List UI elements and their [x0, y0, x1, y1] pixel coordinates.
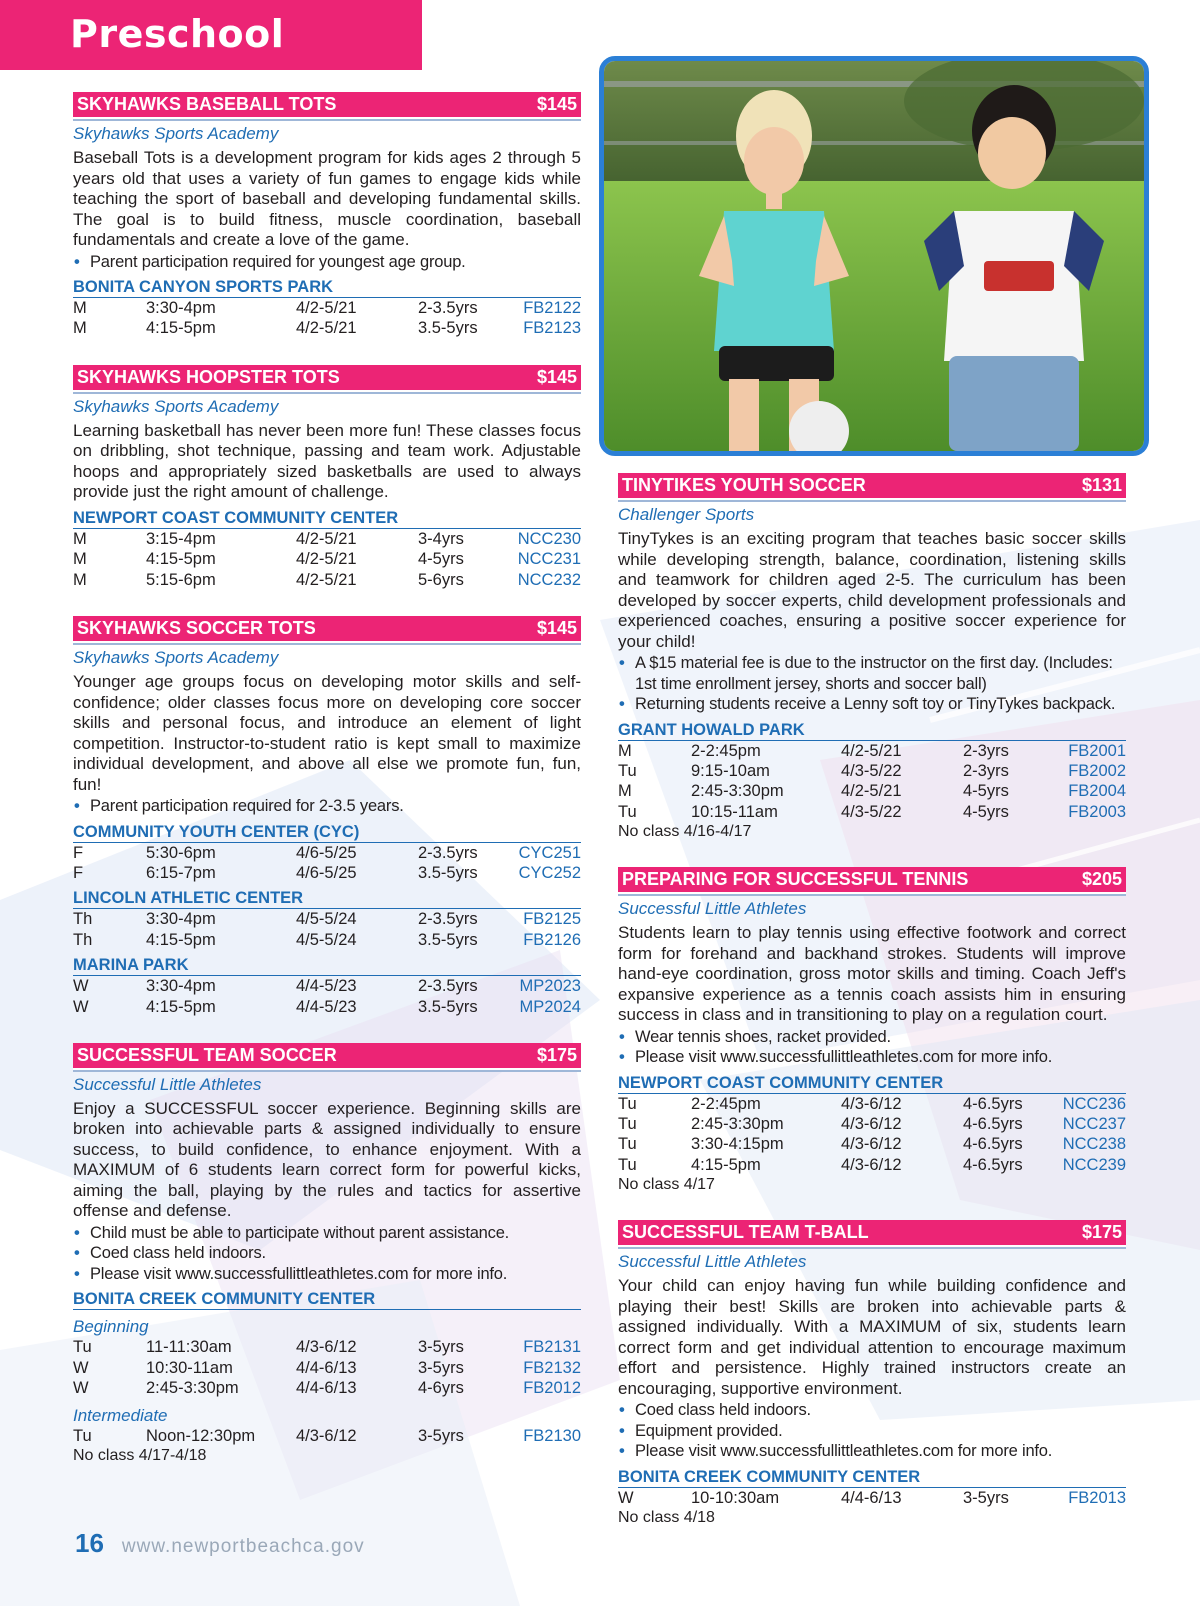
left-column: [73, 92, 581, 1491]
no-class-note: No class 4/16-4/17: [618, 823, 752, 841]
schedule-row: [73, 1358, 581, 1378]
schedule-row: [73, 843, 581, 863]
class-ages: 2-3yrs: [963, 741, 1009, 760]
program-note: [618, 694, 1126, 715]
program-provider: Challenger Sports: [618, 505, 755, 524]
class-time: 3:15-4pm: [146, 529, 216, 548]
class-code-link[interactable]: FB2130: [523, 1426, 581, 1445]
page-footer: [75, 1528, 365, 1559]
class-code-link[interactable]: NCC232: [517, 570, 581, 589]
class-day: Th: [73, 910, 93, 929]
class-day: F: [73, 843, 84, 862]
class-ages: 4-5yrs: [963, 782, 1009, 801]
schedule-row: [73, 863, 581, 883]
program-note: [73, 1264, 581, 1285]
class-day: Tu: [73, 1426, 92, 1445]
program-note: [618, 1400, 1126, 1421]
class-dates: 4/5-5/24: [296, 930, 357, 949]
class-ages: 2-3.5yrs: [418, 843, 478, 862]
class-code-link[interactable]: FB2012: [523, 1379, 581, 1398]
schedule-table: [73, 529, 581, 590]
class-time: 5:30-6pm: [146, 843, 216, 862]
location-name: LINCOLN ATHLETIC CENTER: [73, 889, 581, 909]
schedule-table: [618, 1488, 1126, 1508]
program-description: Baseball Tots is a development program for kids ages 2 through 5 years old that uses a variety of fun games to engage kids while teaching the sport of baseball and developing fundamental skills. The goal is to build fitness, muscle coordination, baseball fundamentals and create a love of the game.: [73, 148, 581, 249]
class-code-link[interactable]: NCC237: [1062, 1115, 1126, 1134]
class-day: Tu: [73, 1338, 92, 1357]
schedule-row: [73, 1426, 581, 1446]
class-ages: 4-6.5yrs: [963, 1094, 1023, 1113]
section-title: Preschool: [70, 12, 285, 56]
class-code-link[interactable]: NCC231: [517, 550, 581, 569]
page-number: 16: [75, 1528, 104, 1558]
class-day: F: [73, 863, 84, 882]
program-note: [73, 1223, 581, 1244]
class-day: M: [73, 570, 87, 589]
class-code-link[interactable]: FB2132: [523, 1358, 581, 1377]
section-tab: [0, 0, 422, 70]
bullet-icon: •: [619, 1421, 625, 1440]
no-class-note: No class 4/17: [618, 1176, 715, 1194]
program-title: PREPARING FOR SUCCESSFUL TENNIS: [622, 869, 969, 890]
class-code-link[interactable]: FB2004: [1068, 782, 1126, 801]
class-day: W: [73, 1379, 89, 1398]
class-time: 10:30-11am: [146, 1358, 233, 1377]
location-name: BONITA CANYON SPORTS PARK: [73, 278, 581, 298]
location-name: COMMUNITY YOUTH CENTER (CYC): [73, 823, 581, 843]
class-ages: 5-6yrs: [418, 570, 464, 589]
program-note: [618, 1047, 1126, 1068]
program-price: $145: [536, 94, 577, 114]
schedule-row: [618, 741, 1126, 761]
program-note-text: Parent participation required for 2-3.5 years.: [90, 797, 404, 816]
schedule-row: [73, 909, 581, 929]
class-code-link[interactable]: FB2003: [1068, 802, 1126, 821]
schedule-row: [618, 781, 1126, 801]
class-dates: 4/4-5/23: [296, 997, 357, 1016]
program-title: SKYHAWKS BASEBALL TOTS: [77, 94, 337, 114]
class-time: 3:30-4pm: [146, 910, 216, 929]
class-dates: 4/4-6/13: [296, 1379, 357, 1398]
program-header: [73, 1043, 581, 1070]
class-code-link[interactable]: CYC251: [518, 843, 581, 862]
class-dates: 4/2-5/21: [296, 529, 357, 548]
program-header: [73, 92, 581, 119]
class-day: M: [73, 299, 87, 317]
program-header: [73, 365, 581, 392]
class-level: Intermediate: [73, 1405, 168, 1425]
bullet-icon: •: [74, 1244, 80, 1263]
class-ages: 4-6yrs: [418, 1379, 464, 1398]
class-code-link[interactable]: FB2125: [523, 910, 581, 929]
schedule-table: [73, 1337, 581, 1398]
program-listing: [73, 92, 581, 339]
program-note-text: Coed class held indoors.: [635, 1401, 811, 1420]
schedule-row: [73, 570, 581, 590]
class-ages: 2-3yrs: [963, 761, 1009, 780]
class-code-link[interactable]: CYC252: [518, 863, 581, 882]
location-name: GRANT HOWALD PARK: [618, 721, 1126, 741]
class-dates: 4/2-5/21: [296, 319, 357, 338]
class-code-link[interactable]: FB2013: [1068, 1488, 1126, 1507]
schedule-row: [73, 549, 581, 569]
location-name: BONITA CREEK COMMUNITY CENTER: [618, 1468, 1126, 1488]
class-time: 4:15-5pm: [691, 1155, 761, 1174]
class-ages: 4-6.5yrs: [963, 1115, 1023, 1134]
class-ages: 2-3.5yrs: [418, 977, 478, 996]
program-description: Students learn to play tennis using effective footwork and correct form for forehand and backhand strokes. Students will improve hand-eye coordination, gross motor skills and timing. Coach Jeff's expansive experience as a tennis coach assists him in ensuring success in class and in transitioning to play on a regulation court.: [618, 923, 1126, 1025]
program-note: [73, 252, 581, 273]
class-ages: 4-6.5yrs: [963, 1155, 1023, 1174]
class-ages: 4-5yrs: [418, 550, 464, 569]
class-day: M: [73, 529, 87, 548]
class-day: M: [73, 550, 87, 569]
program-description: Enjoy a SUCCESSFUL soccer experience. Beginning skills are broken into achievable parts & assigned individually to ensure success, to build confidence, to enhance enjoyment. With a MAXIMUM of 6 students learn correct form for powerful kicks, aiming the ball, playing by the rules and tactics for assertive offense and defense.: [73, 1098, 581, 1221]
schedule-row: [618, 1488, 1126, 1508]
program-note: [618, 653, 1126, 694]
program-provider: Successful Little Athletes: [73, 1074, 262, 1094]
class-dates: 4/3-5/22: [841, 761, 902, 780]
class-time: 3:30-4:15pm: [691, 1135, 784, 1154]
schedule-table: [73, 909, 581, 950]
class-time: Noon-12:30pm: [146, 1426, 256, 1445]
class-time: 4:15-5pm: [146, 550, 216, 569]
class-code-link[interactable]: FB2131: [523, 1338, 581, 1357]
class-ages: 2-3.5yrs: [418, 299, 478, 317]
class-code-link[interactable]: FB2126: [523, 930, 581, 949]
class-dates: 4/2-5/21: [296, 550, 357, 569]
class-dates: 4/3-6/12: [841, 1135, 902, 1154]
class-time: 2:45-3:30pm: [691, 1115, 784, 1134]
schedule-row: [73, 529, 581, 549]
class-dates: 4/6-5/25: [296, 843, 357, 862]
program-note-text: Equipment provided.: [635, 1421, 783, 1440]
program-note: [618, 1421, 1126, 1442]
schedule-row: [73, 976, 581, 996]
schedule-table: [618, 741, 1126, 823]
schedule-row: [618, 802, 1126, 822]
class-code-link[interactable]: FB2122: [523, 299, 581, 317]
schedule-row: [73, 1337, 581, 1357]
photo-illustration: [604, 61, 1144, 451]
class-time: 5:15-6pm: [146, 570, 216, 589]
class-code-link[interactable]: NCC230: [517, 529, 581, 548]
program-notes: [73, 1223, 581, 1285]
schedule-row: [73, 318, 581, 338]
schedule-row: [618, 1155, 1126, 1175]
class-day: W: [73, 997, 89, 1016]
program-provider: Successful Little Athletes: [618, 1252, 807, 1272]
no-class-note: No class 4/17-4/18: [73, 1447, 207, 1465]
program-listing: [73, 1043, 581, 1465]
program-listing: [73, 365, 581, 590]
class-code-link[interactable]: MP2024: [519, 997, 581, 1016]
program-title: SKYHAWKS SOCCER TOTS: [77, 618, 316, 639]
schedule-row: [73, 298, 581, 318]
schedule-table: [73, 843, 581, 884]
class-day: Tu: [618, 1115, 637, 1134]
program-title: SKYHAWKS HOOPSTER TOTS: [77, 366, 340, 387]
class-day: Tu: [618, 1155, 637, 1174]
bullet-icon: •: [619, 1027, 625, 1046]
class-day: M: [618, 782, 632, 801]
bullet-icon: •: [74, 797, 80, 816]
schedule-row: [73, 1378, 581, 1398]
program-notes: [618, 1400, 1126, 1462]
class-ages: 3-5yrs: [418, 1426, 464, 1445]
class-code-link[interactable]: FB2001: [1068, 741, 1126, 760]
schedule-row: [618, 1094, 1126, 1114]
class-time: 3:30-4pm: [146, 977, 216, 996]
class-ages: 3.5-5yrs: [418, 997, 478, 1016]
program-note-text: Parent participation required for youngest age group.: [90, 252, 466, 271]
class-time: 2-2:45pm: [691, 1094, 761, 1113]
class-time: 2-2:45pm: [691, 741, 761, 760]
schedule-row: [618, 1114, 1126, 1134]
program-note-text: Please visit www.successfullittleathletes.com for more info.: [635, 1048, 1053, 1067]
program-price: $131: [1081, 475, 1122, 495]
class-ages: 3.5-5yrs: [418, 319, 478, 338]
class-day: Tu: [618, 1094, 637, 1113]
class-time: 10:15-11am: [691, 802, 778, 821]
schedule-table: [73, 298, 581, 339]
class-dates: 4/2-5/21: [296, 570, 357, 589]
program-provider: Skyhawks Sports Academy: [73, 396, 279, 416]
bullet-icon: •: [74, 1264, 80, 1283]
class-day: Tu: [618, 802, 637, 821]
class-level: Beginning: [73, 1317, 149, 1337]
bullet-icon: •: [619, 1442, 625, 1461]
class-code-link[interactable]: MP2023: [519, 977, 581, 996]
class-day: Tu: [618, 761, 637, 780]
class-time: 11-11:30am: [146, 1338, 232, 1357]
class-time: 2:45-3:30pm: [691, 782, 784, 801]
program-header: [618, 473, 1126, 500]
location-name: NEWPORT COAST COMMUNITY CENTER: [73, 509, 581, 529]
class-day: W: [73, 977, 89, 996]
program-listing: [73, 616, 581, 1017]
bullet-icon: •: [619, 1401, 625, 1420]
bullet-icon: •: [619, 695, 625, 713]
location-name: BONITA CREEK COMMUNITY CENTER: [73, 1290, 581, 1310]
program-description: Learning basketball has never been more fun! These classes focus on dribbling, shot technique, passing and team work. Adjustable hoops and appropriately sized basketballs are used to always provide just the right amount of challenge.: [73, 420, 581, 502]
program-price: $145: [536, 366, 577, 387]
program-note: [73, 1243, 581, 1264]
class-ages: 4-5yrs: [963, 802, 1009, 821]
schedule-row: [73, 930, 581, 950]
schedule-table: [618, 1094, 1126, 1176]
bullet-icon: •: [74, 1223, 80, 1242]
program-notes: [618, 653, 1126, 715]
class-ages: 3.5-5yrs: [418, 930, 478, 949]
class-time: 6:15-7pm: [146, 863, 216, 882]
class-code-link[interactable]: NCC238: [1062, 1135, 1126, 1154]
program-note-text: Wear tennis shoes, racket provided.: [635, 1027, 891, 1046]
schedule-row: [618, 1134, 1126, 1154]
bullet-icon: •: [619, 1048, 625, 1067]
class-ages: 3-5yrs: [418, 1358, 464, 1377]
class-dates: 4/6-5/25: [296, 863, 357, 882]
class-ages: 4-6.5yrs: [963, 1135, 1023, 1154]
class-day: W: [73, 1358, 89, 1377]
program-title: TINYTIKES YOUTH SOCCER: [622, 475, 866, 495]
program-listing: [618, 867, 1126, 1194]
class-ages: 3-5yrs: [418, 1338, 464, 1357]
class-ages: 3-4yrs: [418, 529, 464, 548]
program-title: SUCCESSFUL TEAM SOCCER: [77, 1044, 337, 1065]
class-dates: 4/3-5/22: [841, 802, 902, 821]
location-name: NEWPORT COAST COMMUNITY CENTER: [618, 1074, 1126, 1094]
class-time: 3:30-4pm: [146, 299, 216, 317]
program-note-text: Returning students receive a Lenny soft toy or TinyTykes backpack.: [635, 695, 1116, 713]
class-time: 2:45-3:30pm: [146, 1379, 239, 1398]
class-dates: 4/3-6/12: [296, 1338, 357, 1357]
class-time: 10-10:30am: [691, 1488, 780, 1507]
bullet-icon: •: [619, 654, 625, 672]
class-ages: 3.5-5yrs: [418, 863, 478, 882]
location-name: MARINA PARK: [73, 956, 581, 976]
program-title: SUCCESSFUL TEAM T-BALL: [622, 1222, 869, 1243]
program-note-text: Child must be able to participate without parent assistance.: [90, 1223, 510, 1242]
class-dates: 4/3-6/12: [296, 1426, 357, 1445]
class-day: Tu: [618, 1135, 637, 1154]
program-note: [618, 1441, 1126, 1462]
program-price: $205: [1081, 869, 1122, 890]
class-day: Th: [73, 930, 93, 949]
no-class-note: No class 4/18: [618, 1509, 715, 1527]
class-dates: 4/2-5/21: [841, 741, 902, 760]
program-note-text: Please visit www.successfullittleathletes.com for more info.: [635, 1442, 1053, 1461]
program-price: $175: [1081, 1222, 1122, 1243]
program-description: Your child can enjoy having fun while building confidence and playing their best! Skills are broken into achievable parts & assigned individually. With a MAXIMUM of six, students learn correct form and get individual attention to encourage maximum effort and persistence. Highly trained instructors create an encouraging, supportive environment.: [618, 1276, 1126, 1398]
class-day: W: [618, 1488, 634, 1507]
schedule-table: [73, 1426, 581, 1446]
program-price: $145: [536, 618, 577, 639]
class-dates: 4/2-5/21: [296, 299, 357, 317]
program-note-text: Please visit www.successfullittleathletes.com for more info.: [90, 1264, 508, 1283]
schedule-table: [73, 976, 581, 1017]
program-note: [618, 1027, 1126, 1048]
program-notes: [73, 796, 581, 817]
class-ages: 2-3.5yrs: [418, 910, 478, 929]
program-header: [618, 867, 1126, 894]
program-notes: [73, 252, 581, 273]
class-dates: 4/4-6/13: [841, 1488, 902, 1507]
class-dates: 4/3-6/12: [841, 1155, 902, 1174]
program-header: [73, 616, 581, 643]
program-listing: [618, 473, 1126, 841]
schedule-row: [73, 997, 581, 1017]
program-note: [73, 796, 581, 817]
class-time: 9:15-10am: [691, 761, 770, 780]
class-code-link[interactable]: NCC236: [1062, 1094, 1126, 1113]
right-column: [618, 473, 1126, 1553]
class-dates: 4/3-6/12: [841, 1094, 902, 1113]
schedule-row: [618, 761, 1126, 781]
bullet-icon: •: [74, 252, 80, 271]
program-note-text: A $15 material fee is due to the instructor on the first day. (Includes: 1st time enrollment jersey, shorts and soccer ball): [635, 654, 1113, 693]
program-note-text: Coed class held indoors.: [90, 1244, 266, 1263]
program-provider: Skyhawks Sports Academy: [73, 124, 279, 143]
website-url: www.newportbeachca.gov: [121, 1536, 365, 1557]
program-provider: Skyhawks Sports Academy: [73, 648, 279, 668]
class-day: M: [618, 741, 632, 760]
program-provider: Successful Little Athletes: [618, 899, 807, 919]
class-code-link[interactable]: NCC239: [1062, 1155, 1126, 1174]
program-price: $175: [536, 1044, 577, 1065]
class-ages: 3-5yrs: [963, 1488, 1009, 1507]
class-dates: 4/4-5/23: [296, 977, 357, 996]
program-header: [618, 1220, 1126, 1247]
class-time: 4:15-5pm: [146, 997, 216, 1016]
program-description: Younger age groups focus on developing motor skills and self-confidence; older classes focus more on developing core soccer skills and personal focus, and introduce an element of light competition. Instructor-to-student ratio is kept small to maximize individual development, and above all else we promote fun, fun, fun!: [73, 672, 581, 794]
class-dates: 4/5-5/24: [296, 910, 357, 929]
class-dates: 4/4-6/13: [296, 1358, 357, 1377]
class-time: 4:15-5pm: [146, 319, 216, 338]
class-day: M: [73, 319, 87, 338]
class-dates: 4/2-5/21: [841, 782, 902, 801]
class-code-link[interactable]: FB2002: [1068, 761, 1126, 780]
program-notes: [618, 1027, 1126, 1068]
program-description: TinyTykes is an exciting program that teaches basic soccer skills while developing strength, balance, coordination, listening skills and teamwork for children aged 2-5. The curriculum has been developed by soccer experts, child development professionals and experienced coaches, ensuring a positive soccer experience for your child!: [618, 529, 1126, 651]
children-photo: [599, 56, 1149, 456]
class-code-link[interactable]: FB2123: [523, 319, 581, 338]
class-time: 4:15-5pm: [146, 930, 216, 949]
program-listing: [618, 1220, 1126, 1527]
class-dates: 4/3-6/12: [841, 1115, 902, 1134]
